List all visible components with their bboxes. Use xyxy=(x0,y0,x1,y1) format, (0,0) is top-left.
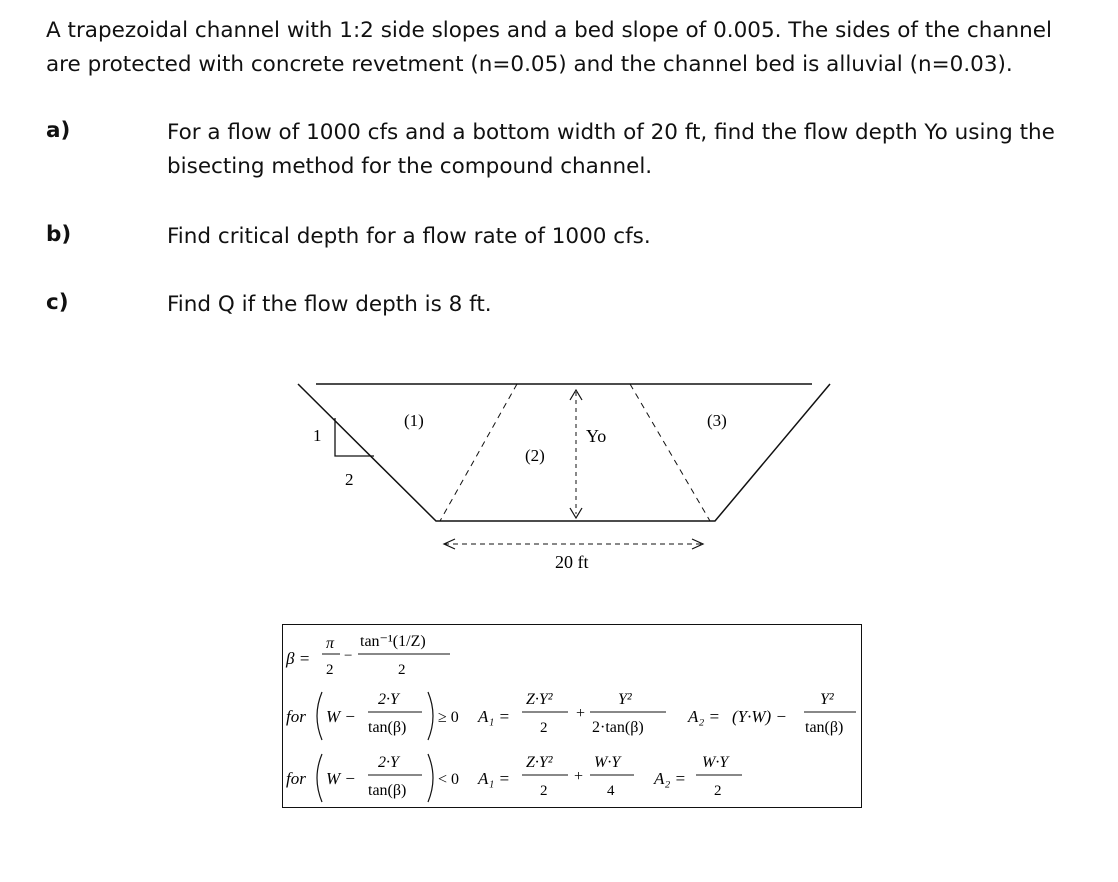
region-1-label: (1) xyxy=(404,411,424,430)
intro-line-1: A trapezoidal channel with 1:2 side slopes and a bed slope of 0.005. The sides of the channel xyxy=(46,18,1052,43)
row2-left-paren xyxy=(317,692,322,740)
part-a-line-1: For a flow of 1000 cfs and a bottom width of 20 ft, find the flow depth Yo using the xyxy=(167,120,1055,145)
row2-a2-y2: Y² xyxy=(819,690,834,708)
row3-plus: + xyxy=(573,767,583,785)
row3-w-minus: W − xyxy=(325,768,356,788)
row3-2y: 2·Y xyxy=(377,753,399,771)
division-line-right xyxy=(630,384,710,521)
row3-wy: W·Y xyxy=(593,753,620,771)
row3-lt-zero: < 0 xyxy=(437,770,459,788)
row3-a2-wy: W·Y xyxy=(701,753,728,771)
row3-right-paren xyxy=(428,754,433,802)
row2-2y: 2·Y xyxy=(377,690,399,708)
row3-a1-eq: A₁ = xyxy=(477,768,510,788)
depth-label: Yo xyxy=(586,426,607,446)
part-c-text: Find Q if the flow depth is 8 ft. xyxy=(167,292,492,317)
part-a-label: a) xyxy=(46,118,71,143)
row2-a2-tan-beta: tan(β) xyxy=(804,718,843,736)
formula-box xyxy=(282,624,862,808)
channel-outline xyxy=(298,384,830,521)
row2-right-paren xyxy=(428,692,433,740)
region-3-label: (3) xyxy=(707,411,727,430)
row3-left-paren xyxy=(317,754,322,802)
row2-zy2-denominator: 2 xyxy=(539,719,547,736)
row2-w-minus: W − xyxy=(325,706,356,726)
beta-atan-denominator: 2 xyxy=(397,661,405,678)
row3-zy2: Z·Y² xyxy=(525,753,553,771)
row2-for: for xyxy=(285,706,306,726)
row2-a1-eq: A₁ = xyxy=(477,706,510,726)
row2-a2-eq: A₂ = xyxy=(687,706,720,726)
slope-triangle xyxy=(335,418,374,456)
beta-pi-denominator: 2 xyxy=(325,661,333,678)
part-c-label: c) xyxy=(46,290,69,315)
width-label: 20 ft xyxy=(555,552,589,572)
intro-line-2: are protected with concrete revetment (n=0.05) and the channel bed is alluvial (n=0.03). xyxy=(46,52,1013,77)
region-2-label: (2) xyxy=(525,446,545,465)
part-b-text: Find critical depth for a flow rate of 1000 cfs. xyxy=(167,224,651,249)
row2-y2: Y² xyxy=(617,690,632,708)
row3-for: for xyxy=(285,768,306,788)
row3-tan-beta: tan(β) xyxy=(367,781,406,799)
row3-a2-eq: A₂ = xyxy=(653,768,686,788)
row3-zy2-denominator: 2 xyxy=(539,782,547,799)
slope-horizontal-label: 2 xyxy=(345,470,354,489)
beta-lhs: β = xyxy=(285,648,310,668)
row2-zy2: Z·Y² xyxy=(525,690,553,708)
division-line-left xyxy=(440,384,517,521)
beta-pi: π xyxy=(325,634,334,652)
row3-a2-denominator: 2 xyxy=(713,782,721,799)
beta-minus: − xyxy=(343,647,352,664)
row3-wy-denominator: 4 xyxy=(606,782,614,799)
row2-tan-beta: tan(β) xyxy=(367,718,406,736)
part-b-label: b) xyxy=(46,222,72,247)
row2-yw-minus: (Y·W) − xyxy=(731,706,787,726)
row2-2tan-beta: 2·tan(β) xyxy=(591,718,644,736)
beta-atan-numerator: tan⁻¹(1/Z) xyxy=(359,632,426,650)
part-a-line-2: bisecting method for the compound channel. xyxy=(167,154,653,179)
slope-vertical-label: 1 xyxy=(313,426,322,445)
row2-plus: + xyxy=(575,704,585,722)
formula-equations xyxy=(282,624,862,808)
row2-ge-zero: ≥ 0 xyxy=(437,708,459,726)
